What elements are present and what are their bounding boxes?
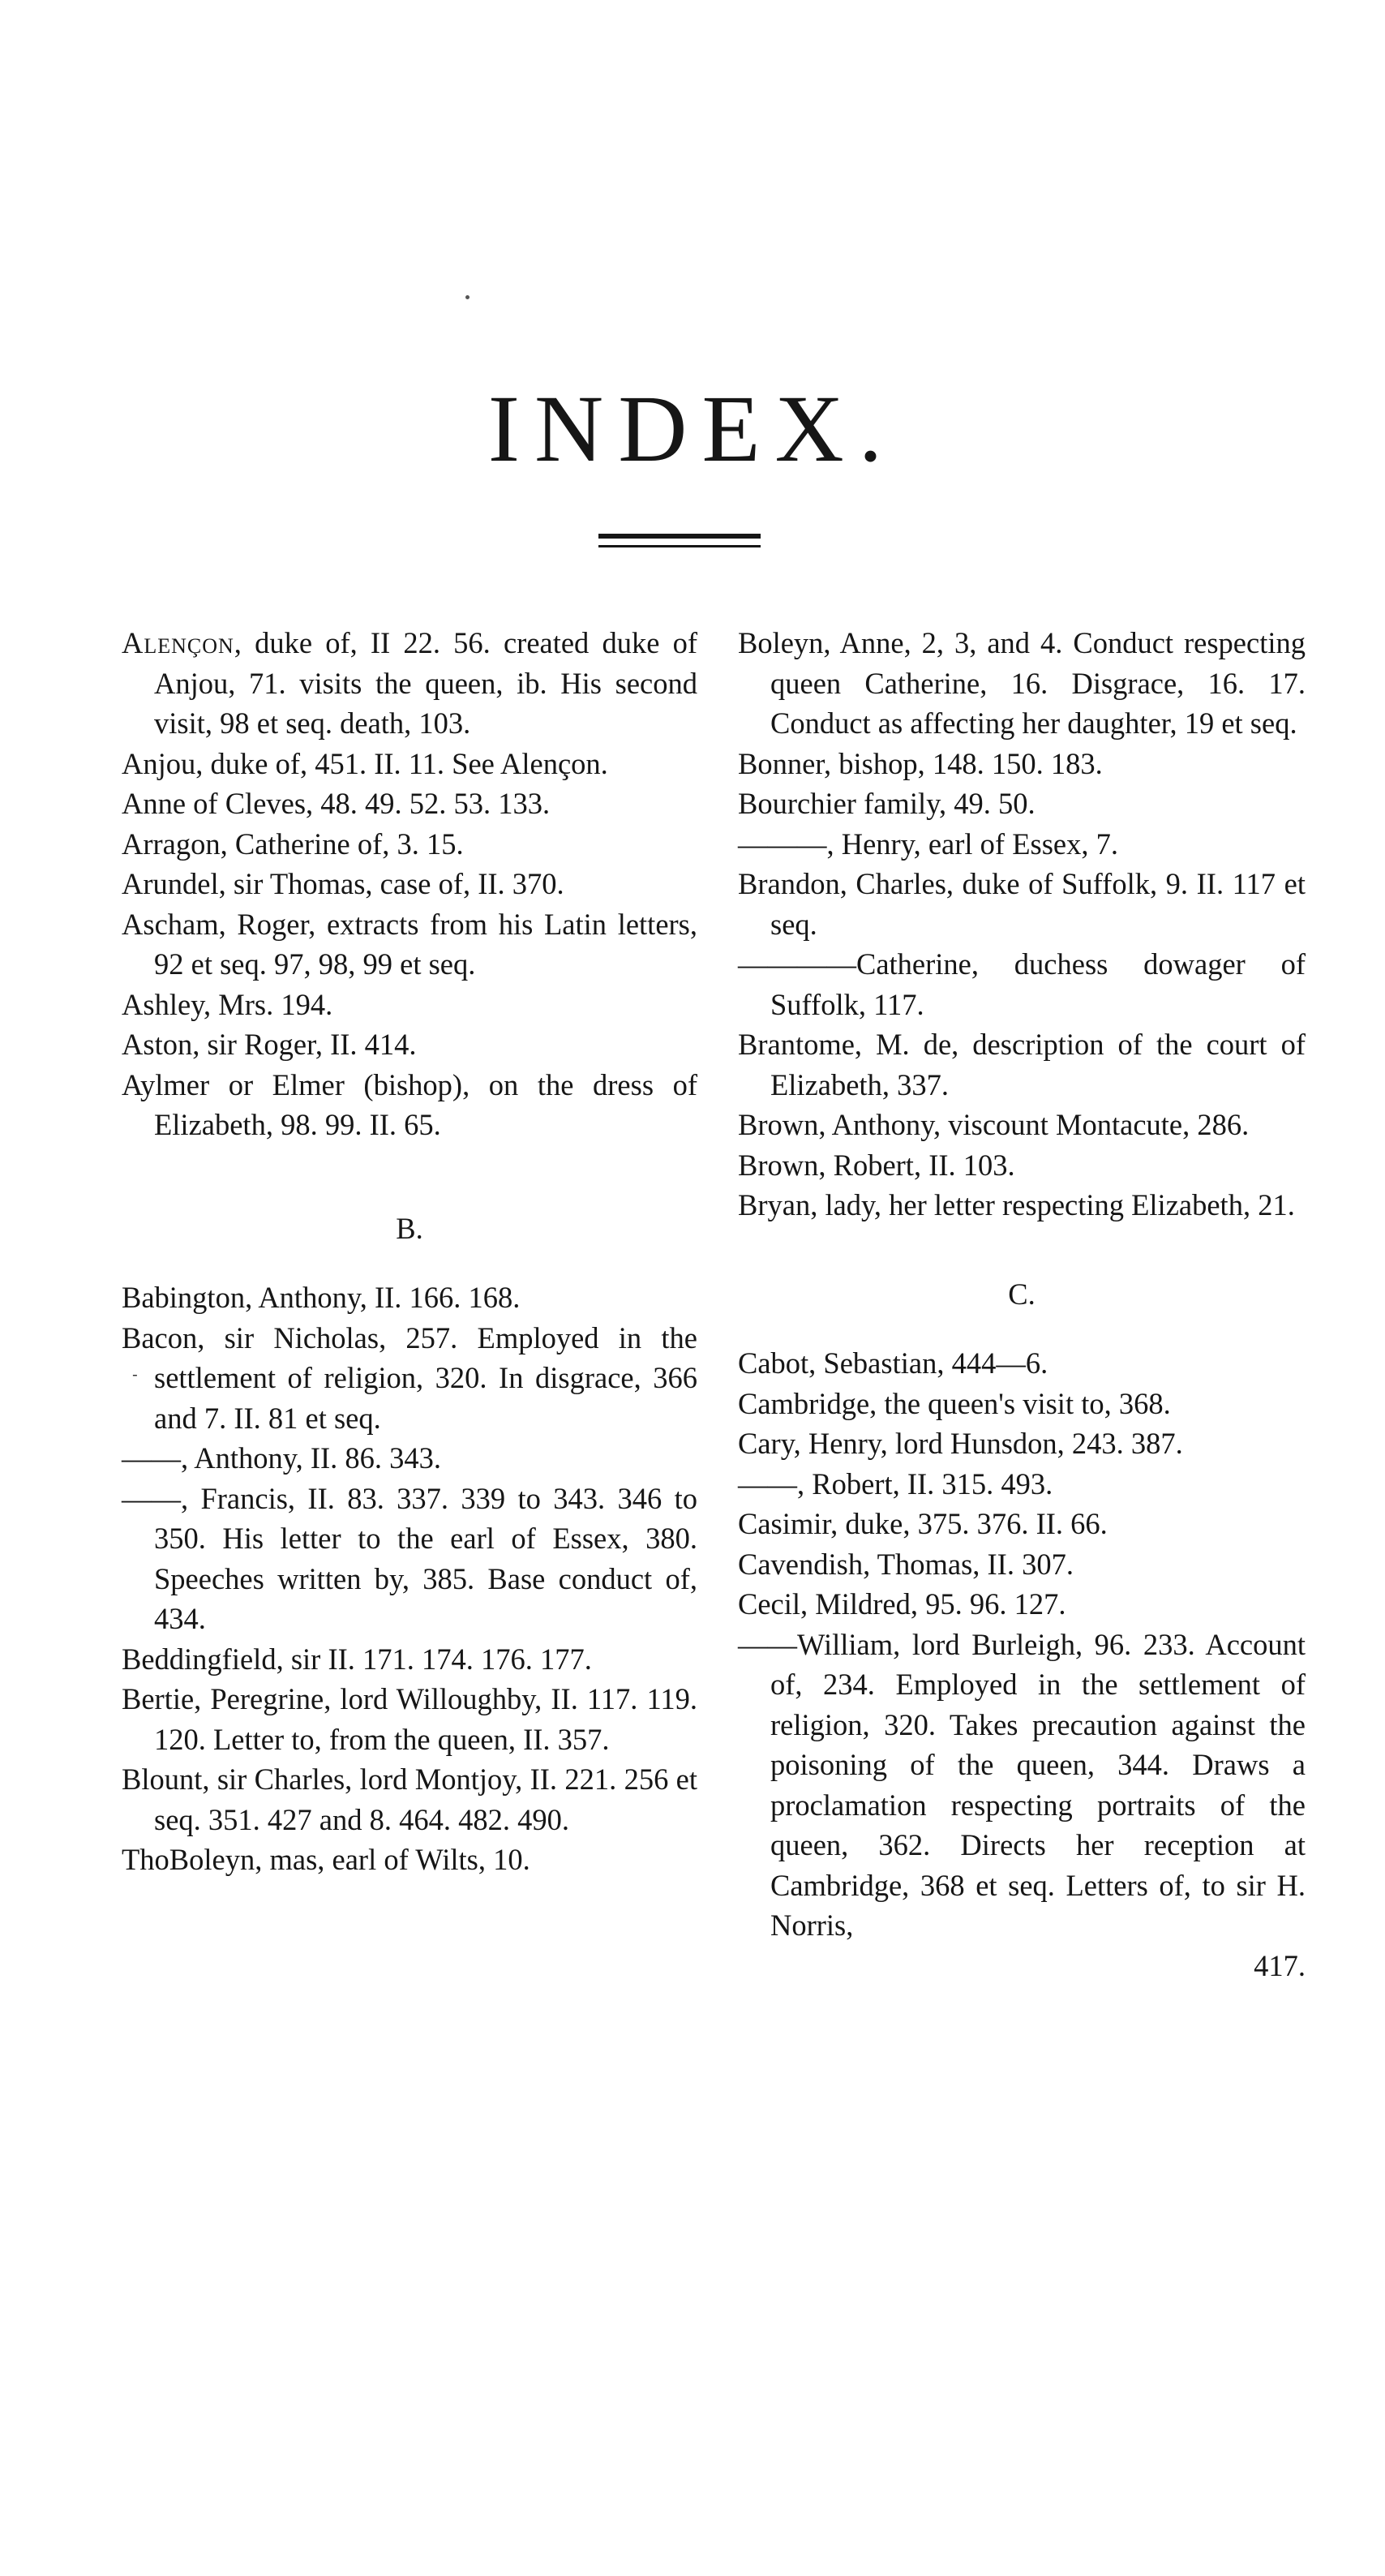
index-entry: Brandon, Charles, duke of Suffolk, 9. II. 117 et seq. bbox=[738, 867, 1306, 941]
index-entry: Bryan, lady, her letter respecting Elizabeth, 21. bbox=[738, 1188, 1295, 1221]
entry-text: , duke of, II 22. 56. created duke of Anjou, 71. visits the queen, ib. His second visit, 98 et seq. death, 103. bbox=[154, 626, 697, 740]
index-entry: Bonner, bishop, 148. 150. 183. bbox=[738, 746, 1103, 780]
index-entry: Boleyn, Anne, 2, 3, and 4. Conduct respecting queen Catherine, 16. Disgrace, 16. 17. Conduct as affecting her daughter, 19 et seq. bbox=[738, 626, 1306, 740]
index-entry: Blount, sir Charles, lord Montjoy, II. 221. 256 et seq. 351. 427 and 8. 464. 482. 490. bbox=[122, 1762, 697, 1836]
index-entry: ThoBoleyn, mas, earl of Wilts, 10. bbox=[122, 1843, 530, 1876]
left-column bbox=[122, 623, 697, 1880]
index-entry: Brantome, M. de, description of the court of Elizabeth, 337. bbox=[738, 1028, 1306, 1101]
catchword: 417. bbox=[1254, 1948, 1306, 1982]
index-entry: Bacon, sir Nicholas, 257. Employed in the settlement of religion, 320. In disgrace, 366 and 7. II. 81 et seq. bbox=[122, 1320, 697, 1435]
index-entry: ——, Anthony, II. 86. 343. bbox=[122, 1441, 442, 1475]
index-entry: Bourchier family, 49. 50. bbox=[738, 787, 1036, 820]
index-entry: Casimir, duke, 375. 376. II. 66. bbox=[738, 1507, 1108, 1540]
index-entry: Brown, Anthony, viscount Montacute, 286. bbox=[738, 1108, 1250, 1141]
index-entry: ————Catherine, duchess dowager of Suffolk, 117. bbox=[738, 947, 1306, 1021]
section-heading: B. bbox=[396, 1211, 423, 1245]
index-entry: Ashley, Mrs. 194. bbox=[122, 987, 333, 1021]
index-entry: ———, Henry, earl of Essex, 7. bbox=[738, 826, 1118, 861]
index-entry: Cabot, Sebastian, 444—6. bbox=[738, 1346, 1048, 1380]
page-title: INDEX. bbox=[487, 376, 898, 482]
entry-lead-word: Alençon bbox=[122, 626, 234, 659]
index-entry: Cambridge, the queen's visit to, 368. bbox=[738, 1386, 1171, 1420]
title-rule-thin bbox=[598, 545, 761, 547]
index-entry: Arragon, Catherine of, 3. 15. bbox=[122, 826, 464, 861]
index-entry: Aylmer or Elmer (bishop), on the dress of Elizabeth, 98. 99. II. 65. bbox=[122, 1067, 697, 1141]
section-heading: C. bbox=[1008, 1277, 1036, 1311]
index-entry: Anjou, duke of, 451. II. 11. See Alençon. bbox=[122, 746, 608, 780]
index-entry: Aston, sir Roger, II. 414. bbox=[122, 1028, 417, 1061]
index-entry: Arundel, sir Thomas, case of, II. 370. bbox=[122, 867, 564, 900]
index-entry: Anne of Cleves, 48. 49. 52. 53. 133. bbox=[122, 787, 551, 820]
index-entry bbox=[122, 623, 697, 744]
index-entry: Cavendish, Thomas, II. 307. bbox=[738, 1547, 1074, 1581]
stray-mark: - bbox=[132, 1364, 138, 1384]
index-entry: ——William, lord Burleigh, 96. 233. Account of, 234. Employed in the settlement of religion, 320. Takes precaution against the poisoning of the queen, 344. Draws a proclamation respecting portraits of the queen, 362. Directs her reception at Cambridge, 368 et seq. Letters of, to sir H. Norris, bbox=[738, 1627, 1306, 1942]
ink-speck bbox=[465, 295, 470, 299]
index-entry: Ascham, Roger, extracts from his Latin letters, 92 et seq. 97, 98, 99 et seq. bbox=[122, 907, 697, 981]
index-entry: ——, Francis, II. 83. 337. 339 to 343. 346 to 350. His letter to the earl of Essex, 380. Speeches written by, 385. Base conduct of, 434. bbox=[122, 1481, 697, 1635]
right-column bbox=[738, 623, 1306, 1986]
index-entry: ——, Robert, II. 315. 493. bbox=[738, 1466, 1053, 1501]
index-entry: Cecil, Mildred, 95. 96. 127. bbox=[738, 1587, 1066, 1621]
index-entry: Babington, Anthony, II. 166. 168. bbox=[122, 1281, 521, 1314]
index-entry: Brown, Robert, II. 103. bbox=[738, 1148, 1015, 1182]
index-entry: Bertie, Peregrine, lord Willoughby, II. 117. 119. 120. Letter to, from the queen, II. 357. bbox=[122, 1682, 697, 1756]
index-entry: Beddingfield, sir II. 171. 174. 176. 177. bbox=[122, 1642, 592, 1676]
title-rule-thick bbox=[598, 534, 761, 539]
index-entry: Cary, Henry, lord Hunsdon, 243. 387. bbox=[738, 1427, 1183, 1460]
